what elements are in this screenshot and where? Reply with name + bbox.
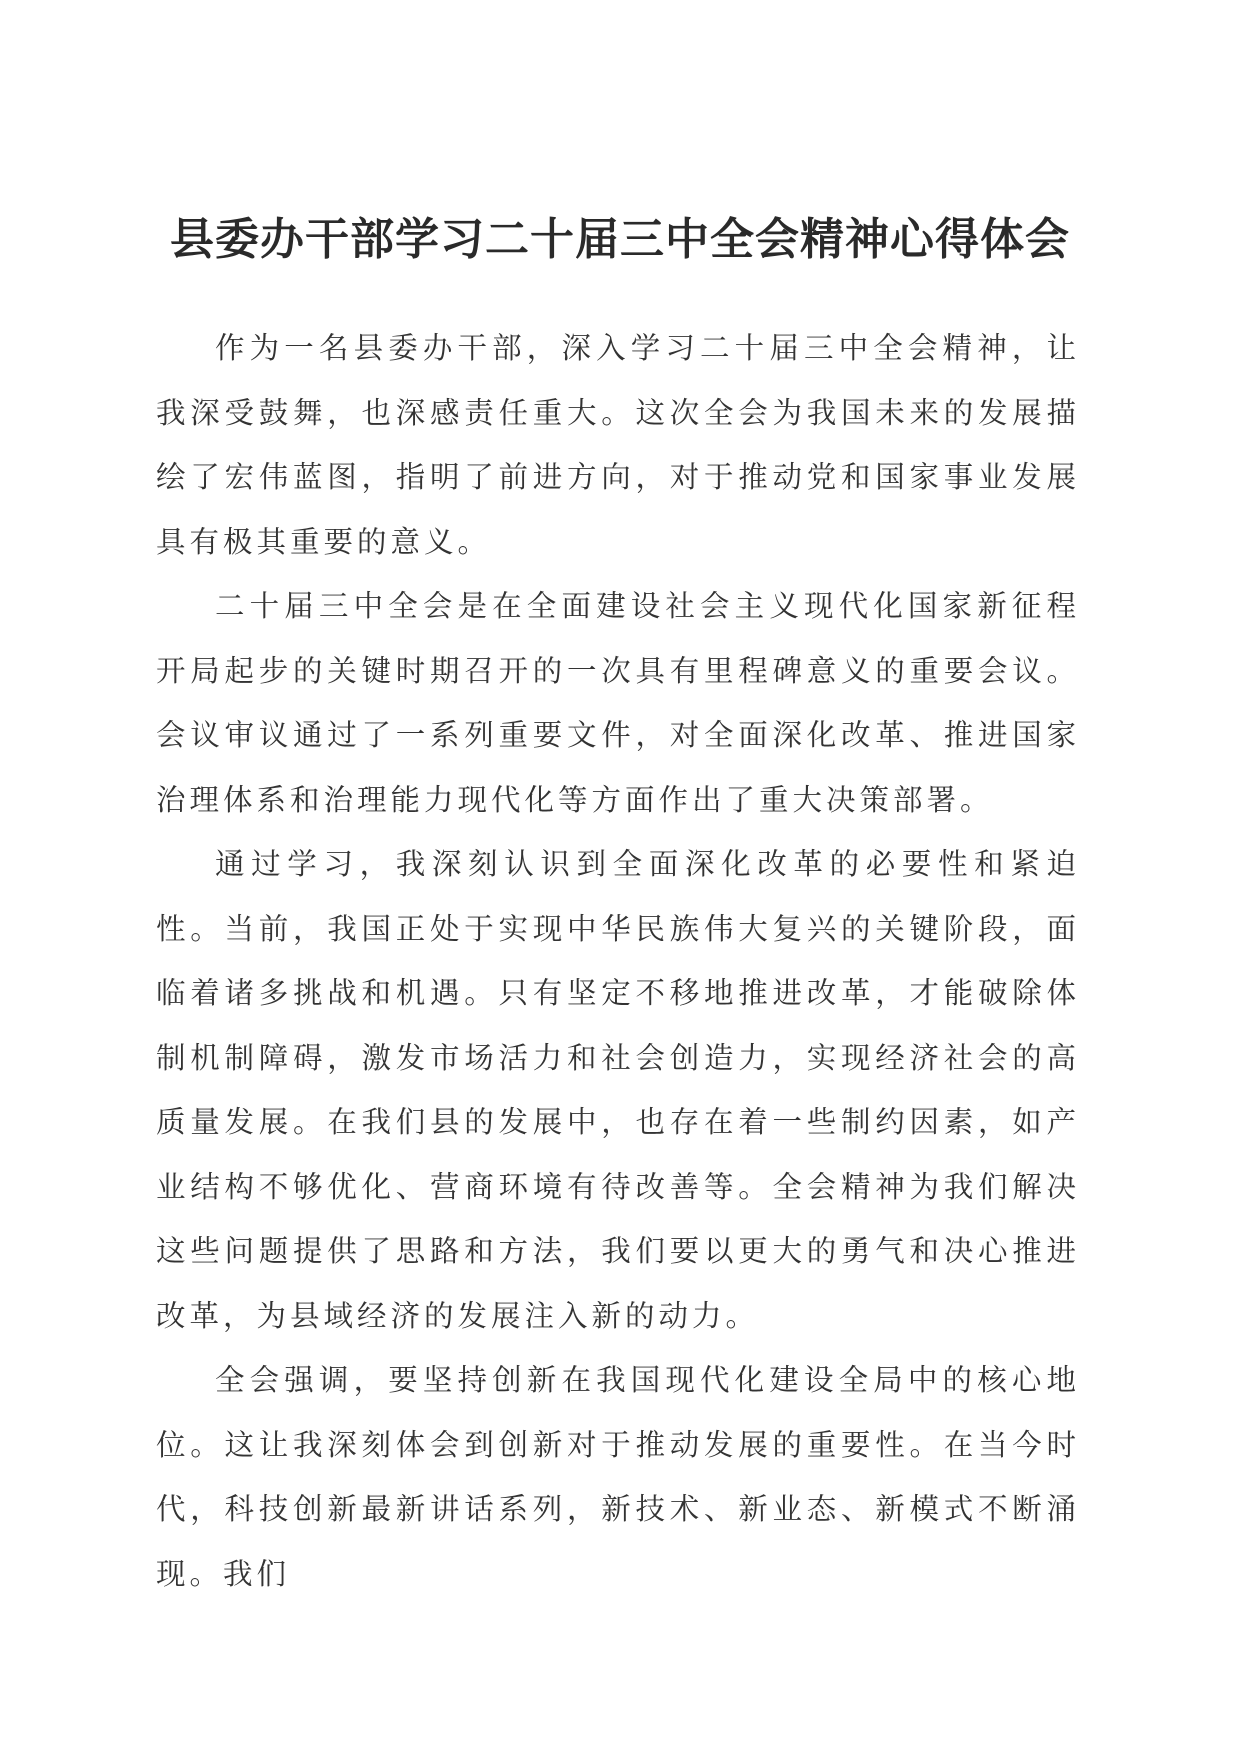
paragraph-3: 通过学习，我深刻认识到全面深化改革的必要性和紧迫性。当前，我国正处于实现中华民族伟大复兴的关键阶段，面临着诸多挑战和机遇。只有坚定不移地推进改革，才能破除体制机制障碍，激发市场活力和社会创造力，实现经济社会的高质量发展。在我们县的发展中，也存在着一些制约因素，如产业结构不够优化、营商环境有待改善等。全会精神为我们解决这些问题提供了思路和方法，我们要以更大的勇气和决心推进改革，为县域经济的发展注入新的动力。 <box>156 847 1080 1333</box>
document-title: 县委办干部学习二十届三中全会精神心得体会 <box>170 214 1070 265</box>
document-body <box>156 316 1080 1606</box>
paragraph-4: 全会强调，要坚持创新在我国现代化建设全局中的核心地位。这让我深刻体会到创新对于推动发展的重要性。在当今时代，科技创新最新讲话系列，新技术、新业态、新模式不断涌现。我们 <box>156 1363 1080 1591</box>
paragraph-2: 二十届三中全会是在全面建设社会主义现代化国家新征程开局起步的关键时期召开的一次具有里程碑意义的重要会议。会议审议通过了一系列重要文件，对全面深化改革、推进国家治理体系和治理能力现代化等方面作出了重大决策部署。 <box>156 589 1080 817</box>
paragraph-1: 作为一名县委办干部，深入学习二十届三中全会精神，让我深受鼓舞，也深感责任重大。这次全会为我国未来的发展描绘了宏伟蓝图，指明了前进方向，对于推动党和国家事业发展具有极其重要的意义。 <box>156 331 1080 559</box>
